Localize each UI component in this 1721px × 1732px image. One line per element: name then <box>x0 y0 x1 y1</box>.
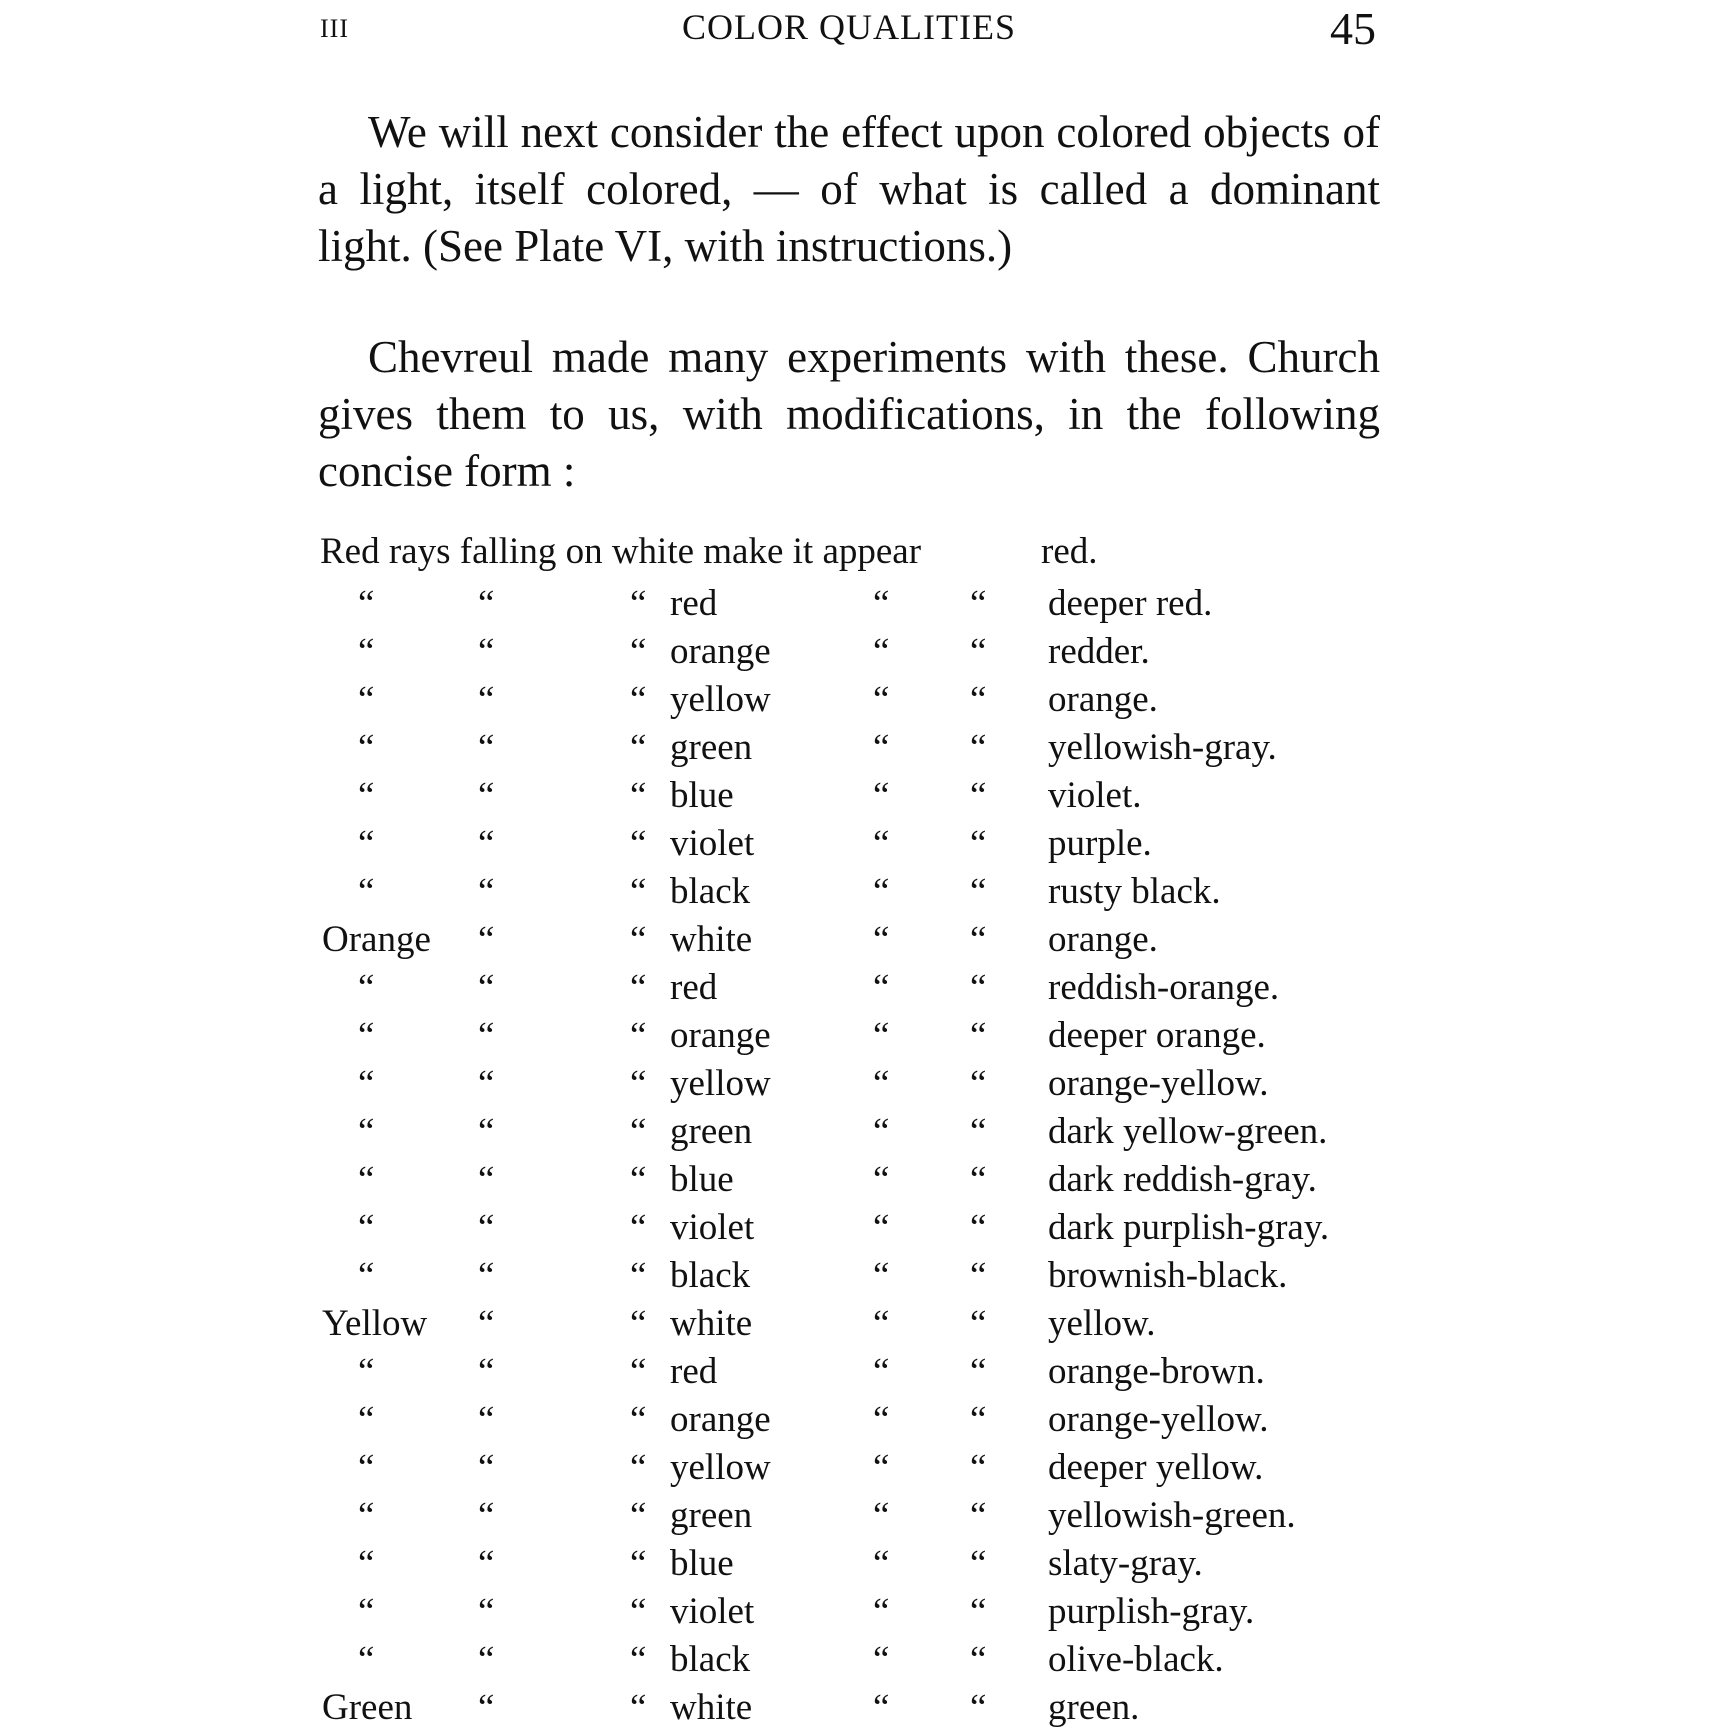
ditto-mark: “ <box>970 1351 987 1392</box>
ditto-mark: “ <box>873 1639 890 1680</box>
table-row <box>318 724 1380 772</box>
light-color-cell: “ <box>358 1447 375 1488</box>
result-color-cell: yellow. <box>1048 1303 1156 1344</box>
ditto-mark: “ <box>478 823 495 864</box>
ditto-mark: “ <box>970 1207 987 1248</box>
ditto-mark: “ <box>970 775 987 816</box>
table-row <box>318 1108 1380 1156</box>
object-color-cell: red <box>670 1351 718 1392</box>
result-color-cell: yellowish-green. <box>1048 1495 1296 1536</box>
ditto-mark: “ <box>630 967 647 1008</box>
light-color-cell: “ <box>358 1111 375 1152</box>
table-row <box>318 1684 1380 1732</box>
table-row <box>318 1348 1380 1396</box>
ditto-mark: “ <box>970 1303 987 1344</box>
ditto-mark: “ <box>873 1495 890 1536</box>
result-color-cell: deeper red. <box>1048 583 1213 624</box>
object-color-cell: blue <box>670 1159 734 1200</box>
paragraph-text: Chevreul made many experiments with these. Church gives them to us, with modifications, in the following concise form : <box>318 332 1380 496</box>
ditto-mark: “ <box>478 1351 495 1392</box>
object-color-cell: orange <box>670 631 771 672</box>
ditto-mark: “ <box>873 1447 890 1488</box>
object-color-cell: red <box>670 967 718 1008</box>
ditto-mark: “ <box>873 1543 890 1584</box>
ditto-mark: “ <box>873 1159 890 1200</box>
ditto-mark: “ <box>970 679 987 720</box>
paragraph-dominant-light <box>318 104 1380 275</box>
ditto-mark: “ <box>478 775 495 816</box>
ditto-mark: “ <box>873 919 890 960</box>
light-color-cell: Green <box>322 1687 413 1728</box>
table-row <box>318 1588 1380 1636</box>
ditto-mark: “ <box>478 1543 495 1584</box>
result-color-cell: orange-brown. <box>1048 1351 1265 1392</box>
light-color-cell: “ <box>358 967 375 1008</box>
ditto-mark: “ <box>970 1639 987 1680</box>
ditto-mark: “ <box>873 727 890 768</box>
ditto-mark: “ <box>970 1159 987 1200</box>
ditto-mark: “ <box>478 1687 495 1728</box>
ditto-mark: “ <box>478 1159 495 1200</box>
table-row <box>318 820 1380 868</box>
light-color-cell: “ <box>358 871 375 912</box>
page-number: 45 <box>1330 3 1376 54</box>
ditto-mark: “ <box>970 1399 987 1440</box>
ditto-mark: “ <box>630 1015 647 1056</box>
ditto-mark: “ <box>873 1015 890 1056</box>
ditto-mark: “ <box>970 1255 987 1296</box>
result-color-cell: olive-black. <box>1048 1639 1224 1680</box>
ditto-mark: “ <box>478 1399 495 1440</box>
table-row <box>318 1396 1380 1444</box>
result-color-cell: orange-yellow. <box>1048 1399 1269 1440</box>
object-color-cell: blue <box>670 1543 734 1584</box>
ditto-mark: “ <box>478 631 495 672</box>
result-color-cell: deeper orange. <box>1048 1015 1266 1056</box>
object-color-cell: violet <box>670 1207 755 1248</box>
table-row <box>318 1492 1380 1540</box>
ditto-mark: “ <box>630 1063 647 1104</box>
object-color-cell: black <box>670 1255 751 1296</box>
object-color-cell: orange <box>670 1399 771 1440</box>
ditto-mark: “ <box>478 1015 495 1056</box>
light-color-cell: “ <box>358 1495 375 1536</box>
result-color-cell: orange. <box>1048 679 1158 720</box>
ditto-mark: “ <box>970 1591 987 1632</box>
light-color-cell: “ <box>358 1015 375 1056</box>
ditto-mark: “ <box>478 1063 495 1104</box>
ditto-mark: “ <box>873 775 890 816</box>
ditto-mark: “ <box>630 1159 647 1200</box>
table-row <box>318 1204 1380 1252</box>
light-color-cell: “ <box>358 631 375 672</box>
ditto-mark: “ <box>873 1207 890 1248</box>
ditto-mark: “ <box>970 967 987 1008</box>
table-row <box>318 868 1380 916</box>
table-rows <box>318 580 1380 1732</box>
chapter-number: III <box>320 14 349 43</box>
light-color-cell: “ <box>358 679 375 720</box>
ditto-mark: “ <box>630 1543 647 1584</box>
ditto-mark: “ <box>478 1495 495 1536</box>
object-color-cell: green <box>670 1495 753 1536</box>
table-row <box>318 1012 1380 1060</box>
ditto-mark: “ <box>873 679 890 720</box>
paragraph-text: We will next consider the effect upon colored objects of a light, itself colored, — of what is called a dominant light. (See Plate VI, with instructions.) <box>318 107 1380 271</box>
result-color-cell: purple. <box>1048 823 1152 864</box>
ditto-mark: “ <box>478 727 495 768</box>
ditto-mark: “ <box>873 1687 890 1728</box>
light-color-cell: “ <box>358 823 375 864</box>
light-color-cell: “ <box>358 1591 375 1632</box>
result-color-cell: green. <box>1048 1687 1140 1728</box>
ditto-mark: “ <box>630 1303 647 1344</box>
ditto-mark: “ <box>970 727 987 768</box>
result-color-cell: yellowish-gray. <box>1048 727 1277 768</box>
ditto-mark: “ <box>970 1111 987 1152</box>
object-color-cell: yellow <box>670 1447 771 1488</box>
table-row <box>318 1252 1380 1300</box>
ditto-mark: “ <box>873 823 890 864</box>
ditto-mark: “ <box>970 631 987 672</box>
ditto-mark: “ <box>873 871 890 912</box>
table-row <box>318 1156 1380 1204</box>
object-color-cell: white <box>670 919 753 960</box>
ditto-mark: “ <box>970 1495 987 1536</box>
ditto-mark: “ <box>970 1015 987 1056</box>
paragraph-chevreul <box>318 329 1380 500</box>
result-color-cell: dark reddish-gray. <box>1048 1159 1317 1200</box>
ditto-mark: “ <box>478 871 495 912</box>
table-row <box>318 1444 1380 1492</box>
color-effect-table <box>318 528 1380 1732</box>
table-row <box>318 1636 1380 1684</box>
ditto-mark: “ <box>630 1207 647 1248</box>
result-color-cell: slaty-gray. <box>1048 1543 1203 1584</box>
result-color-cell: reddish-orange. <box>1048 967 1280 1008</box>
result-color-cell: brownish-black. <box>1048 1255 1288 1296</box>
ditto-mark: “ <box>630 823 647 864</box>
ditto-mark: “ <box>873 1111 890 1152</box>
ditto-mark: “ <box>630 919 647 960</box>
light-color-cell: “ <box>358 1063 375 1104</box>
object-color-cell: yellow <box>670 1063 771 1104</box>
ditto-mark: “ <box>873 1399 890 1440</box>
ditto-mark: “ <box>630 631 647 672</box>
running-title: COLOR QUALITIES <box>682 7 1016 47</box>
object-color-cell: yellow <box>670 679 771 720</box>
ditto-mark: “ <box>630 1495 647 1536</box>
light-color-cell: Yellow <box>322 1303 428 1344</box>
table-row <box>318 580 1380 628</box>
ditto-mark: “ <box>630 583 647 624</box>
object-color-cell: green <box>670 1111 753 1152</box>
ditto-mark: “ <box>630 1399 647 1440</box>
object-color-cell: violet <box>670 1591 755 1632</box>
ditto-mark: “ <box>970 1543 987 1584</box>
object-color-cell: black <box>670 871 751 912</box>
ditto-mark: “ <box>478 919 495 960</box>
result-color-cell: orange-yellow. <box>1048 1063 1269 1104</box>
result-color-cell: rusty black. <box>1048 871 1221 912</box>
result-color-cell: violet. <box>1048 775 1142 816</box>
ditto-mark: “ <box>970 1687 987 1728</box>
table-intro-row <box>318 528 1380 580</box>
ditto-mark: “ <box>478 1447 495 1488</box>
object-color-cell: green <box>670 727 753 768</box>
ditto-mark: “ <box>478 679 495 720</box>
ditto-mark: “ <box>970 583 987 624</box>
ditto-mark: “ <box>970 823 987 864</box>
table-row <box>318 628 1380 676</box>
ditto-mark: “ <box>873 1063 890 1104</box>
table-row <box>318 676 1380 724</box>
ditto-mark: “ <box>478 1591 495 1632</box>
ditto-mark: “ <box>873 631 890 672</box>
ditto-mark: “ <box>478 1639 495 1680</box>
ditto-mark: “ <box>478 1207 495 1248</box>
object-color-cell: red <box>670 583 718 624</box>
ditto-mark: “ <box>630 1351 647 1392</box>
table-intro-text: Red rays falling on white make it appear <box>320 531 922 572</box>
table-row <box>318 1540 1380 1588</box>
light-color-cell: “ <box>358 1207 375 1248</box>
ditto-mark: “ <box>970 871 987 912</box>
ditto-mark: “ <box>873 1351 890 1392</box>
light-color-cell: Orange <box>322 919 431 960</box>
light-color-cell: “ <box>358 1543 375 1584</box>
result-color-cell: purplish-gray. <box>1048 1591 1255 1632</box>
light-color-cell: “ <box>358 583 375 624</box>
ditto-mark: “ <box>970 1063 987 1104</box>
light-color-cell: “ <box>358 1159 375 1200</box>
table-row <box>318 916 1380 964</box>
ditto-mark: “ <box>873 583 890 624</box>
ditto-mark: “ <box>630 871 647 912</box>
ditto-mark: “ <box>630 1639 647 1680</box>
result-color-cell: deeper yellow. <box>1048 1447 1264 1488</box>
object-color-cell: white <box>670 1303 753 1344</box>
light-color-cell: “ <box>358 775 375 816</box>
light-color-cell: “ <box>358 1351 375 1392</box>
ditto-mark: “ <box>873 1591 890 1632</box>
ditto-mark: “ <box>478 1255 495 1296</box>
object-color-cell: orange <box>670 1015 771 1056</box>
book-page <box>318 0 1380 1728</box>
ditto-mark: “ <box>630 1255 647 1296</box>
object-color-cell: white <box>670 1687 753 1728</box>
table-row <box>318 964 1380 1012</box>
table-intro-result: red. <box>1041 531 1098 572</box>
light-color-cell: “ <box>358 1255 375 1296</box>
ditto-mark: “ <box>630 775 647 816</box>
ditto-mark: “ <box>630 1111 647 1152</box>
ditto-mark: “ <box>478 1303 495 1344</box>
ditto-mark: “ <box>630 679 647 720</box>
ditto-mark: “ <box>630 1447 647 1488</box>
ditto-mark: “ <box>970 1447 987 1488</box>
light-color-cell: “ <box>358 1639 375 1680</box>
ditto-mark: “ <box>478 967 495 1008</box>
ditto-mark: “ <box>873 1303 890 1344</box>
light-color-cell: “ <box>358 727 375 768</box>
running-head <box>318 4 1380 54</box>
table-row <box>318 772 1380 820</box>
ditto-mark: “ <box>478 1111 495 1152</box>
table-row <box>318 1300 1380 1348</box>
result-color-cell: redder. <box>1048 631 1150 672</box>
light-color-cell: “ <box>358 1399 375 1440</box>
result-color-cell: orange. <box>1048 919 1158 960</box>
ditto-mark: “ <box>478 583 495 624</box>
table-row <box>318 1060 1380 1108</box>
result-color-cell: dark yellow-green. <box>1048 1111 1328 1152</box>
ditto-mark: “ <box>873 1255 890 1296</box>
object-color-cell: violet <box>670 823 755 864</box>
result-color-cell: dark purplish-gray. <box>1048 1207 1330 1248</box>
object-color-cell: blue <box>670 775 734 816</box>
ditto-mark: “ <box>630 1591 647 1632</box>
object-color-cell: black <box>670 1639 751 1680</box>
ditto-mark: “ <box>873 967 890 1008</box>
ditto-mark: “ <box>970 919 987 960</box>
ditto-mark: “ <box>630 1687 647 1728</box>
ditto-mark: “ <box>630 727 647 768</box>
